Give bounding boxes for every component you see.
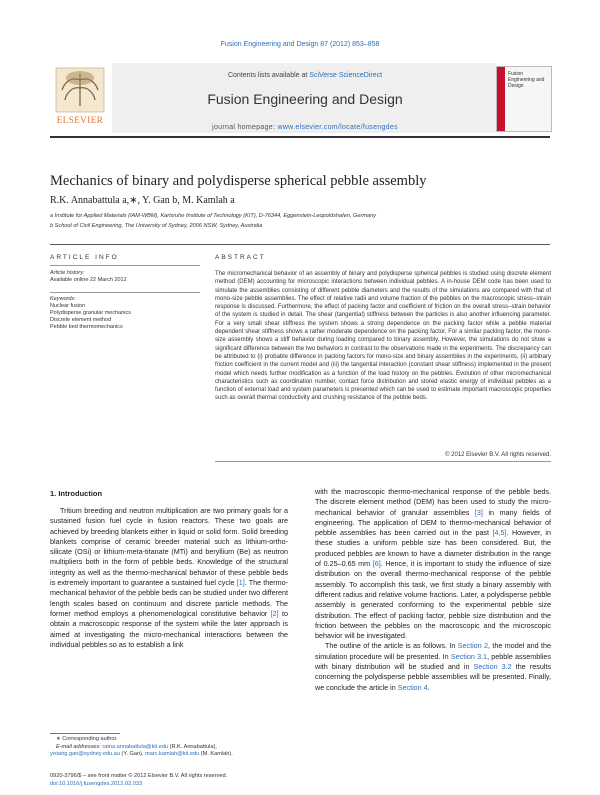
keywords-label: Keywords: xyxy=(50,296,76,302)
email-link[interactable]: ratna.annabattula@kit.edu xyxy=(102,743,169,750)
corresponding-author: ∗ Corresponding author. xyxy=(56,736,118,742)
citation-link[interactable]: [4,5] xyxy=(492,528,507,538)
outline-text: The outline of the article is as follows. In xyxy=(325,641,458,651)
intro-text: to obtain a macroscopic response of the system while the later approach is aimed at investigating the micro-mechanical interactions between the individual pebbles so as to establish a link xyxy=(50,608,288,649)
section-1-heading: 1. Introduction xyxy=(50,489,103,498)
intro-text: . Hence, it is important to study the influence of size distribution on the overall thermo-mechanical response of the pebble assembly. To accomplish this task, we first study a binary assembly with different radius and relative volume fractions. Later, a polydisperse pebble assembly is generated conforming to the experimental pebble size distribution. The effect of packing factor, pebble size distribution and the friction between the pebbles on the macroscopic and the microscopic behavior will be investigated. xyxy=(315,559,551,641)
email-owner: (M. Kamlah). xyxy=(199,751,233,757)
intro-text: with the macroscopic thermo-mechanical response of the pebble beds. The discrete element method (DEM) has been used to study the micro-mechanical behavior of granular assemblies xyxy=(315,487,551,517)
section-link[interactable]: Section 3.1 xyxy=(450,651,488,661)
email-link[interactable]: yixiang.gan@sydney.edu.au xyxy=(50,751,120,757)
body-column-right xyxy=(315,487,551,693)
article-history xyxy=(50,270,205,284)
intro-text: in many fields of engineering. The application of DEM to thermo-mechanical behavior of pebble assemblies has been carried out in the past xyxy=(315,507,551,538)
email-owner: (R.K. Annabattula), xyxy=(168,743,217,750)
header-rule xyxy=(50,136,550,138)
journal-title: Fusion Engineering and Design xyxy=(207,91,403,107)
citation-link[interactable]: [1] xyxy=(236,578,245,588)
email-owner: (Y. Gan), xyxy=(119,751,146,757)
section-link[interactable]: Section 2 xyxy=(457,641,489,651)
abstract-text: The micromechanical behavior of an assembly of binary and polydisperse spherical pebbles is studied using discrete element method (DEM) accounting for microscopic interactions between individual pebbles. A in-house DEM code has been used to simulate the assemblies consisting of different pebble diameters and the results of the simulations are compared with that of mono-size pebble assemblies. The effect of relative radii and volume fraction of the pebbles on the macroscopic stress–strain response is discussed. Furthermore, the effect of packing factor and coefficient of friction on the overall stress–strain behavior of the system is studied in detail. The shear (tangential) stiffness between the particles is also another influencing parameter. For a very small shear stiffness the system shows a strong dependence on the packing factor while a pebble material dependent shear stiffness shows a rather moderate dependence on the packing factor. For a similar packing factor, the mono-size assembly shows a stiff behavior during loading compared to binary assembly. However, the simulations do not show a significant difference between the two behaviors in contrast to the observations made in the experiments. The discrepancy can be attributed to (i) probable difference in packing factors for mono-size and binary assemblies in the experiments, (ii) arbitrary friction coefficient in the current model and (iii) the tangential interaction (constant shear stiffness) implemented in the present model which needs further modification as a function of the load history on the pebbles. Evolution of other micromechanical characteristics such as coordination number, contact force distribution and stored elastic energy of individual pebbles as a function of external load and system parameters is presented which can be used to estimate important macroscopic properties such as overall thermal conductivity and crushing resistance of the pebble beds. xyxy=(215,271,551,402)
citation-link[interactable]: [3] xyxy=(474,507,483,517)
citation-link[interactable]: [6] xyxy=(372,559,381,569)
email-line xyxy=(50,751,290,759)
outline-text: the results concerning the polydisperse pebble assemblies will be presented. Finally, we conclude the article in xyxy=(315,662,551,692)
keywords-block xyxy=(50,296,205,331)
info-rule xyxy=(50,265,200,266)
publication-ids xyxy=(50,773,350,788)
history-value: Available online 22 March 2012 xyxy=(50,277,127,283)
contents-line xyxy=(120,72,490,79)
email-line xyxy=(50,744,290,752)
section-link[interactable]: Section 4 xyxy=(397,682,428,692)
journal-reference[interactable]: Fusion Engineering and Design 87 (2012) 853–858 xyxy=(220,41,380,48)
intro-text: Tritium breeding and neutron multiplication are two primary goals for a sustained fusion fuel cycle in fusion reactors. These two goals are achieved by breeding blankets either in liquid or solid form. Solid breeding blankets comprise of ceramic breeder material such as lithium-ortho-silicate (OSi) or lithium-meta-titanate (MTi) and beryllium (Be) as neutron multipliers both in the form of pebble beds. Knowledge of the structural integrity as well as the thermo-mechanical behavior of these pebble beds is extremely important to guarantee a sustained fuel cycle xyxy=(50,506,288,588)
cover-title: Fusion Engineering and Design xyxy=(508,71,545,89)
journal-cover-thumbnail xyxy=(496,66,552,132)
intro-text: . The thermo-mechanical behavior of the pebble beds can be studied under two different length scales based on continuum and discrete particle methods. The former method employs a phenomenological constitutive behavior xyxy=(50,578,289,618)
keyword: Nuclear fusion xyxy=(50,303,86,309)
keyword: Pebble bed thermomechanics xyxy=(50,324,123,330)
elsevier-logo xyxy=(50,66,110,128)
keyword: Polydisperse granular mechanics xyxy=(50,310,132,316)
citation-link[interactable]: [2] xyxy=(270,608,279,618)
article-authors: R.K. Annabattula a,∗, Y. Gan b, M. Kamlah a xyxy=(50,195,235,206)
info-rule-top xyxy=(50,244,550,245)
outline-text: . xyxy=(427,682,430,692)
history-label: Article history: xyxy=(50,270,85,276)
article-title: Mechanics of binary and polydisperse spherical pebble assembly xyxy=(50,173,427,189)
email-label: E-mail addresses: xyxy=(56,743,101,750)
sciencedirect-link[interactable]: SciVerse ScienceDirect xyxy=(309,72,383,79)
homepage-link[interactable]: www.elsevier.com/locate/fusengdes xyxy=(277,124,398,131)
body-column-left xyxy=(50,506,288,650)
outline-text: , the model and the simulation procedure will be presented. In xyxy=(315,641,551,661)
intro-text: . However, in these studies a uniform pebble size has been considered. But, the produced pebbles are known to have a diameter distribution in the range of 0.25–0.65 mm xyxy=(315,528,552,569)
abstract-rule xyxy=(215,461,551,462)
homepage-prefix: journal homepage: xyxy=(212,124,276,131)
affiliation-b: b School of Civil Engineering, The University of Sydney, 2006 NSW, Sydney, Australia xyxy=(50,223,263,229)
paragraph xyxy=(315,487,551,641)
cover-stripe xyxy=(497,67,505,131)
outline-text: , pebble assemblies with binary distribution will be studied and in xyxy=(315,651,552,672)
footnote-rule xyxy=(50,733,120,734)
paragraph xyxy=(315,641,551,692)
abstract-copyright: © 2012 Elsevier B.V. All rights reserved. xyxy=(445,452,551,458)
affiliation-a: a Institute for Applied Materials (IAM-WBM), Karlsruhe Institute of Technology (KIT), D-76344, Eggenstein-Leopoldshafen, Germany xyxy=(50,213,377,219)
contents-prefix: Contents lists available at xyxy=(227,72,308,79)
abstract-heading: ABSTRACT xyxy=(215,254,266,261)
journal-homepage xyxy=(120,124,490,131)
section-link[interactable]: Section 3.2 xyxy=(473,662,512,672)
publisher-name: ELSEVIER xyxy=(56,115,104,125)
email-link[interactable]: marc.kamlah@kit.edu xyxy=(145,751,200,757)
keyword: Discrete element method xyxy=(50,317,112,323)
footnote xyxy=(50,736,290,759)
issn-line: 0920-3796/$ – see front matter © 2012 Elsevier B.V. All rights reserved. xyxy=(50,773,228,779)
keywords-rule xyxy=(50,292,200,293)
article-info-heading: ARTICLE INFO xyxy=(50,254,119,261)
doi-link[interactable]: doi:10.1016/j.fusengdes.2012.02.033 xyxy=(50,780,143,787)
